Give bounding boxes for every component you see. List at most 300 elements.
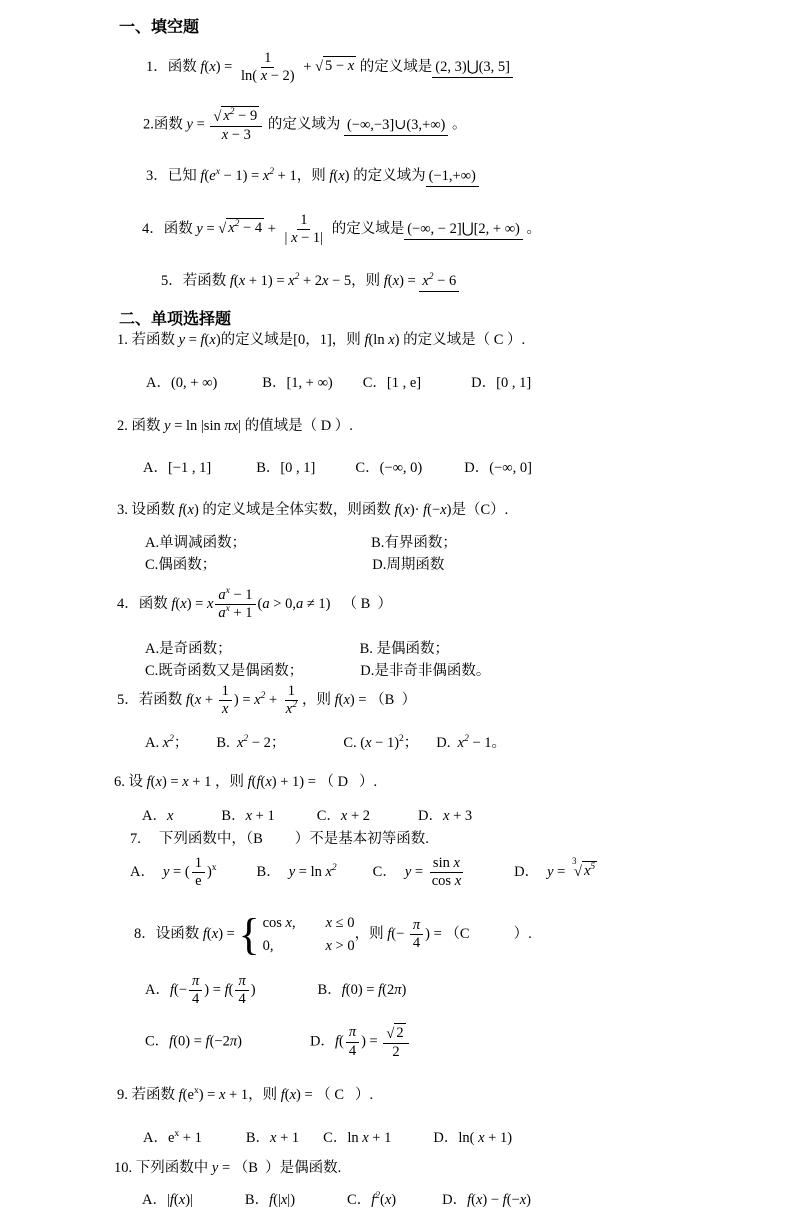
- text: A．: [145, 982, 170, 999]
- text-run: [257, 864, 281, 880]
- text: x: [187, 502, 194, 518]
- text-run: [142, 1192, 170, 1208]
- text: 3．已知: [146, 168, 201, 184]
- text: =: [192, 116, 209, 133]
- text: f: [185, 692, 190, 709]
- text: 4: [412, 935, 421, 952]
- math-variable: [325, 864, 336, 880]
- text: x: [209, 332, 216, 348]
- text: ) = （B ）: [349, 692, 417, 709]
- text: 5 −: [325, 58, 348, 75]
- text: π: [412, 917, 421, 934]
- text: +: [265, 692, 281, 709]
- superscript: 2: [269, 167, 275, 178]
- text: A．[−1 , 1]: [143, 460, 212, 476]
- math-variable: [453, 855, 459, 871]
- text: + 1: [252, 808, 275, 824]
- text: f: [383, 273, 388, 289]
- text-run: [300, 59, 315, 75]
- spacer: [539, 875, 547, 876]
- text: =: [185, 332, 201, 348]
- denominator: [235, 991, 248, 1008]
- text: − 5，则: [328, 273, 384, 289]
- denominator: [238, 68, 298, 85]
- text: x: [218, 1087, 226, 1103]
- text-run: [442, 1192, 467, 1208]
- text: + 1: [229, 605, 253, 622]
- text-run: [310, 1034, 335, 1050]
- text: e: [187, 1087, 194, 1103]
- text-run: [372, 557, 444, 573]
- text: ) 的定义域为: [344, 168, 426, 184]
- text-run: [187, 596, 207, 612]
- text-run: [300, 212, 307, 228]
- denominator: [215, 605, 255, 622]
- text-run: [360, 641, 449, 657]
- text-run: [230, 605, 253, 621]
- text: 。: [522, 221, 542, 238]
- text-run: [410, 502, 423, 518]
- text: = (: [169, 864, 190, 881]
- text-run: [220, 168, 263, 184]
- text-run: [295, 831, 429, 847]
- text: x: [194, 692, 202, 709]
- text-run: [145, 663, 303, 679]
- text: − 1。: [468, 735, 507, 751]
- text: x: [178, 1192, 186, 1208]
- fraction: [210, 106, 262, 145]
- text-run: [142, 808, 167, 824]
- text-run: [161, 273, 230, 289]
- text: ；: [173, 735, 189, 751]
- text: x: [288, 273, 295, 289]
- text-run: [171, 418, 225, 434]
- text: B. 是偶函数；: [359, 641, 450, 657]
- numerator: [219, 683, 232, 701]
- text-run: [382, 982, 394, 998]
- superscript: 2: [294, 272, 300, 283]
- text: 10. 下列函数中: [114, 1160, 212, 1176]
- spacer: [397, 875, 405, 876]
- superscript: 2: [260, 691, 266, 702]
- math-variable: [167, 808, 173, 824]
- text-run: [425, 926, 469, 942]
- text-run: [246, 1130, 270, 1146]
- text: 3. 设函数: [117, 502, 179, 518]
- numerator: [215, 587, 255, 605]
- text: =: [202, 221, 219, 238]
- text: + 1 ，则: [188, 774, 248, 790]
- text: 2: [392, 1044, 400, 1061]
- spacer: [470, 937, 514, 938]
- fraction: [429, 855, 464, 891]
- text-run: [162, 774, 182, 790]
- text: 1. 若函数: [117, 332, 179, 348]
- radicand: [394, 1023, 405, 1042]
- text: x: [162, 735, 170, 751]
- text: D．: [442, 1192, 468, 1208]
- text-run: [256, 460, 315, 476]
- text-run: [195, 873, 201, 889]
- text: 1: [287, 683, 295, 699]
- text: x: [155, 774, 162, 790]
- text-run: [448, 117, 466, 133]
- text-run: [288, 683, 295, 699]
- text-run: [252, 808, 275, 824]
- text: C．: [316, 808, 341, 824]
- text: x: [443, 808, 450, 824]
- text-run: [193, 117, 208, 133]
- text: f: [502, 1192, 507, 1208]
- text: 的定义域是: [328, 221, 405, 238]
- text: x: [343, 692, 350, 709]
- text-run: [117, 332, 179, 348]
- spacer: [285, 746, 343, 747]
- spacer: [202, 1141, 246, 1142]
- text-run: [199, 1087, 219, 1103]
- fill-q1: [146, 50, 513, 86]
- text: + 1) =: [245, 273, 289, 289]
- text: (: [206, 926, 212, 943]
- mc-q4-options-row2: [145, 662, 490, 682]
- text: (: [284, 1087, 290, 1103]
- radical-sign: √: [386, 1025, 395, 1042]
- text: C．: [372, 864, 397, 881]
- text-run: [325, 58, 348, 74]
- text: x: [262, 168, 270, 184]
- text: (: [175, 596, 181, 613]
- text-run: [235, 108, 258, 124]
- spacer: [188, 746, 216, 747]
- text: D．: [309, 1033, 335, 1050]
- text: y: [404, 864, 412, 881]
- text: ) =: [204, 982, 225, 999]
- spacer: [173, 819, 221, 820]
- text-run: [276, 1130, 299, 1146]
- superscript: 2: [399, 734, 404, 745]
- text: ) =: [233, 692, 255, 709]
- radical-sign: √: [573, 864, 582, 881]
- text-run: [237, 1034, 242, 1050]
- text: ；: [403, 735, 419, 751]
- mc-q7: [130, 830, 429, 850]
- text: ) −: [482, 1192, 503, 1208]
- text: x: [388, 332, 395, 348]
- text: x: [206, 596, 214, 613]
- text: A.单调减函数；: [145, 535, 247, 551]
- square-root: [386, 1023, 405, 1042]
- text: f: [178, 1087, 183, 1103]
- text-run: [360, 663, 490, 679]
- text: − 2): [267, 68, 295, 85]
- text: (: [338, 692, 344, 709]
- text: y: [162, 864, 170, 881]
- math-variable: [224, 418, 238, 434]
- fill-q5: [161, 272, 459, 292]
- text: ≤ 0: [332, 915, 355, 932]
- text: x: [457, 735, 465, 751]
- text: (−∞,−3]∪(3,+∞): [346, 116, 446, 133]
- math-variable: [348, 58, 354, 74]
- text: − 1) =: [219, 168, 263, 184]
- math-variable: [349, 1024, 356, 1040]
- text: D.: [436, 735, 458, 751]
- text-run: [248, 735, 285, 751]
- spacer: [295, 1203, 347, 1204]
- superscript: 2: [234, 219, 240, 230]
- numerator: [210, 106, 262, 127]
- text: (: [204, 332, 210, 348]
- text-run: [355, 460, 422, 476]
- text-run: [350, 692, 416, 708]
- text: C.既奇函数又是偶函数；: [145, 663, 304, 679]
- text-run: [433, 1130, 478, 1146]
- text-run: [343, 735, 365, 751]
- text: = ln: [295, 864, 326, 881]
- text-run: [146, 375, 217, 391]
- text: f: [202, 926, 207, 943]
- text-run: [263, 938, 274, 954]
- text: x: [403, 502, 410, 518]
- text-run: [159, 831, 263, 847]
- superscript: 2: [292, 700, 297, 711]
- text: C．: [145, 1033, 170, 1050]
- text: x: [289, 1087, 297, 1103]
- denominator: [219, 701, 231, 718]
- text: − 1: [229, 587, 253, 603]
- text: (ln: [368, 332, 389, 348]
- text: (: [173, 1192, 179, 1208]
- radical-sign: √: [213, 108, 222, 125]
- text: 2. 函数: [117, 418, 165, 434]
- spacer: [421, 386, 471, 387]
- text-run: [264, 50, 271, 66]
- text: A.是奇函数；: [145, 641, 232, 657]
- text: (|: [273, 1192, 281, 1208]
- text-run: [363, 375, 421, 391]
- text-run: [114, 1160, 212, 1176]
- text: 1: [194, 855, 202, 871]
- text-run: [303, 596, 330, 612]
- fraction: [383, 1023, 408, 1062]
- text: f: [200, 332, 205, 348]
- text-run: [245, 273, 288, 289]
- math-variable: [458, 735, 469, 751]
- square-root: [218, 218, 264, 237]
- superscript: x: [215, 167, 220, 178]
- text-run: [203, 221, 218, 237]
- text: (: [228, 982, 234, 999]
- answer-blank: [432, 59, 513, 78]
- numerator: [346, 1024, 359, 1042]
- text: = ln |sin: [170, 418, 225, 434]
- text: + 1: [179, 1130, 202, 1146]
- piecewise-row: [263, 937, 355, 955]
- text: f: [229, 273, 234, 289]
- text-run: [482, 1192, 502, 1208]
- text: (2, 3)⋃(3, 5]: [435, 59, 511, 76]
- radical-sign: √: [218, 221, 227, 238]
- fraction: [235, 973, 248, 1009]
- text-run: [392, 1044, 399, 1060]
- text: )的定义域是[0，1]，则: [215, 332, 365, 348]
- text: f: [169, 1033, 174, 1050]
- text-run: [287, 1192, 295, 1208]
- piecewise-function: [238, 910, 355, 959]
- text-run: [349, 1043, 356, 1059]
- text-run: [230, 587, 253, 603]
- text-run: [436, 735, 457, 751]
- text: f: [329, 168, 334, 184]
- text-run: [343, 596, 393, 612]
- text-run: [134, 926, 203, 942]
- superscript: 2: [375, 1191, 380, 1202]
- math-variable: [209, 168, 220, 184]
- text-run: [228, 127, 251, 143]
- mc-q5: [117, 683, 416, 719]
- math-variable: [288, 273, 299, 289]
- text-run: [395, 332, 526, 348]
- mc-q9: [117, 1086, 373, 1106]
- text: − 2；: [248, 735, 286, 751]
- text: (: [251, 774, 257, 790]
- text-run: [117, 418, 164, 434]
- text: f: [394, 502, 399, 518]
- text-run: [145, 1034, 169, 1050]
- text-run: [449, 808, 472, 824]
- fill-q4: [142, 212, 541, 248]
- text-run: [185, 1192, 193, 1208]
- text: ) =: [215, 59, 236, 76]
- text: x: [325, 915, 333, 932]
- text: D．[0 , 1]: [471, 375, 532, 391]
- text: (−∞, − 2]⋃[2, + ∞): [407, 221, 520, 238]
- denominator: [282, 230, 327, 247]
- text: + 2: [299, 273, 322, 289]
- text: x: [365, 735, 372, 751]
- spacer: [331, 607, 343, 608]
- superscript: 2: [229, 107, 235, 118]
- mc-q10-options: [142, 1191, 531, 1211]
- text: x: [166, 808, 174, 824]
- text: B．: [317, 982, 342, 999]
- text-run: [469, 735, 506, 751]
- square-root: [571, 856, 597, 881]
- text: x: [325, 938, 332, 955]
- text: (−: [391, 926, 408, 943]
- text: x: [453, 855, 460, 871]
- mc-q9-options: [143, 1129, 512, 1149]
- superscript: x: [174, 1129, 180, 1140]
- text: 5．若函数: [117, 692, 186, 709]
- text: (: [338, 1033, 344, 1050]
- fraction: [410, 917, 423, 953]
- mc-q10: [114, 1159, 341, 1179]
- text: C．(−∞, 0): [355, 460, 423, 476]
- text: (: [233, 273, 239, 289]
- text: f: [334, 1033, 339, 1050]
- text-run: [298, 230, 324, 246]
- text-run: [169, 864, 189, 880]
- text-run: [174, 735, 189, 751]
- spacer: [315, 471, 355, 472]
- text-run: [263, 915, 286, 931]
- text-run: [471, 375, 531, 391]
- text-run: [142, 221, 196, 237]
- math-variable: [422, 273, 433, 289]
- spacer: [333, 386, 363, 387]
- text: (: [204, 168, 210, 184]
- spacer: [216, 568, 372, 569]
- text: f: [247, 774, 252, 790]
- radicand: [226, 218, 264, 237]
- math-variable: [584, 863, 595, 879]
- text: x: [209, 59, 216, 76]
- text: 4: [192, 991, 200, 1008]
- math-variable: [254, 692, 265, 708]
- spacer: [422, 471, 464, 472]
- fill-q3: [146, 167, 479, 187]
- spacer: [211, 471, 256, 472]
- text: a: [218, 605, 226, 622]
- text: C．[1 , e]: [362, 375, 422, 391]
- text: B．[0 , 1]: [256, 460, 316, 476]
- mc-q3: [117, 501, 508, 521]
- text: B.: [216, 735, 237, 751]
- text-run: [323, 1130, 362, 1146]
- text: x: [285, 915, 292, 932]
- text-run: [401, 982, 406, 998]
- text-run: [435, 59, 510, 75]
- numerator: [430, 855, 463, 873]
- text: 的定义域是: [356, 59, 433, 76]
- text: ) =: [161, 774, 183, 790]
- text-run: [143, 117, 187, 133]
- mc-q8-options-row2: [145, 1023, 411, 1062]
- piecewise-rows: [263, 914, 355, 955]
- math-variable: [218, 587, 229, 603]
- text-run: [372, 735, 404, 751]
- text: f: [200, 168, 205, 184]
- mc-q2-options: [143, 459, 532, 479]
- text: 6. 设: [114, 774, 147, 790]
- text-run: [427, 502, 440, 518]
- numerator: [235, 973, 248, 991]
- text: f: [378, 982, 383, 999]
- text-run: [117, 692, 186, 708]
- text-run: [345, 168, 426, 184]
- math-variable: [237, 735, 248, 751]
- numerator: [261, 50, 274, 68]
- denominator: [283, 701, 300, 718]
- text-run: [201, 692, 216, 708]
- text-run: [514, 864, 539, 880]
- text-run: [216, 332, 365, 348]
- text: cos: [262, 915, 286, 932]
- text-run: [355, 926, 388, 942]
- text: =: [411, 864, 427, 881]
- text: f: [169, 982, 175, 999]
- text: +: [201, 692, 217, 709]
- math-variable: [238, 973, 245, 989]
- square-root: [315, 56, 356, 75]
- text: y: [164, 418, 171, 434]
- text-run: [371, 535, 457, 551]
- text-run: [192, 991, 199, 1007]
- text: x: [291, 230, 298, 247]
- fraction: [192, 855, 205, 891]
- text: ,: [291, 915, 296, 932]
